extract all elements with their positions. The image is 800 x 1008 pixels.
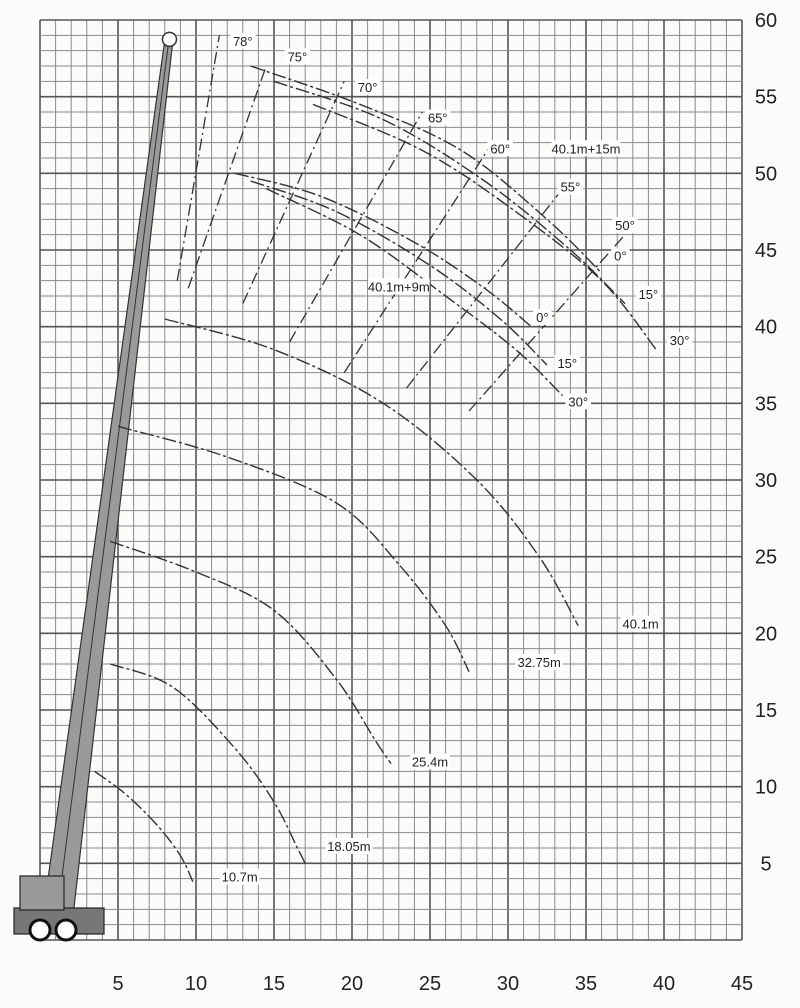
range-curve <box>110 664 305 863</box>
angle-label: 75° <box>287 49 308 65</box>
curve-label: 30° <box>669 333 690 348</box>
x-tick-label: 35 <box>574 973 598 995</box>
range-curve <box>95 771 193 881</box>
y-tick-label: 35 <box>754 393 778 416</box>
angle-label: 50° <box>615 218 635 233</box>
angle-label: 55° <box>560 179 581 195</box>
range-curve <box>118 426 469 671</box>
y-tick-label: 5 <box>760 853 772 876</box>
curve-label: 40.1m+9m <box>367 279 430 295</box>
curve-label: 15° <box>557 356 578 371</box>
y-tick-label: 15 <box>754 700 778 722</box>
x-tick-label: 5 <box>112 973 124 995</box>
x-tick-label: 10 <box>184 973 208 995</box>
angle-label: 78° <box>232 34 253 49</box>
y-tick-label: 10 <box>754 776 778 799</box>
angle-line <box>290 112 423 342</box>
wheel-icon <box>56 920 76 940</box>
curve-label: 10.7m <box>221 869 258 885</box>
y-tick-label: 60 <box>754 10 778 32</box>
x-tick-label: 25 <box>418 973 442 995</box>
angle-label: 65° <box>427 110 448 126</box>
curve-label: 0° <box>536 310 549 325</box>
x-tick-label: 40 <box>652 973 676 995</box>
boom-tip-sheave <box>162 32 176 46</box>
boom-shape <box>44 35 174 909</box>
angle-label: 70° <box>357 80 378 95</box>
curve-label: 25.4m <box>411 754 449 770</box>
y-tick-label: 45 <box>754 240 778 262</box>
curve-label: 30° <box>568 394 589 410</box>
curve-label: 40.1m+15m <box>551 141 621 157</box>
y-tick-label: 25 <box>754 546 778 569</box>
boom-centerline <box>58 35 170 909</box>
crane-turntable <box>20 876 64 910</box>
wheel-icon <box>30 920 50 940</box>
x-tick-label: 30 <box>496 973 520 995</box>
x-tick-label: 45 <box>730 973 754 995</box>
boom-angle-lines <box>177 35 625 411</box>
angle-label: 60° <box>490 141 511 157</box>
y-tick-label: 50 <box>754 163 778 186</box>
x-tick-label: 20 <box>340 973 364 995</box>
y-tick-label: 20 <box>754 623 778 646</box>
x-tick-label: 15 <box>262 973 286 995</box>
curve-label: 40.1m <box>622 616 659 632</box>
curve-label: 32.75m <box>517 655 561 670</box>
curve-label: 18.05m <box>327 839 371 854</box>
y-tick-label: 30 <box>754 470 778 492</box>
curve-labels <box>220 33 693 885</box>
chart-grid <box>40 20 742 940</box>
curve-label: 0° <box>614 248 627 264</box>
y-tick-label: 55 <box>754 86 778 109</box>
range-curve <box>110 541 391 763</box>
y-tick-label: 40 <box>754 316 778 339</box>
curve-label: 15° <box>638 287 659 302</box>
crane-boom-figure <box>14 32 176 940</box>
